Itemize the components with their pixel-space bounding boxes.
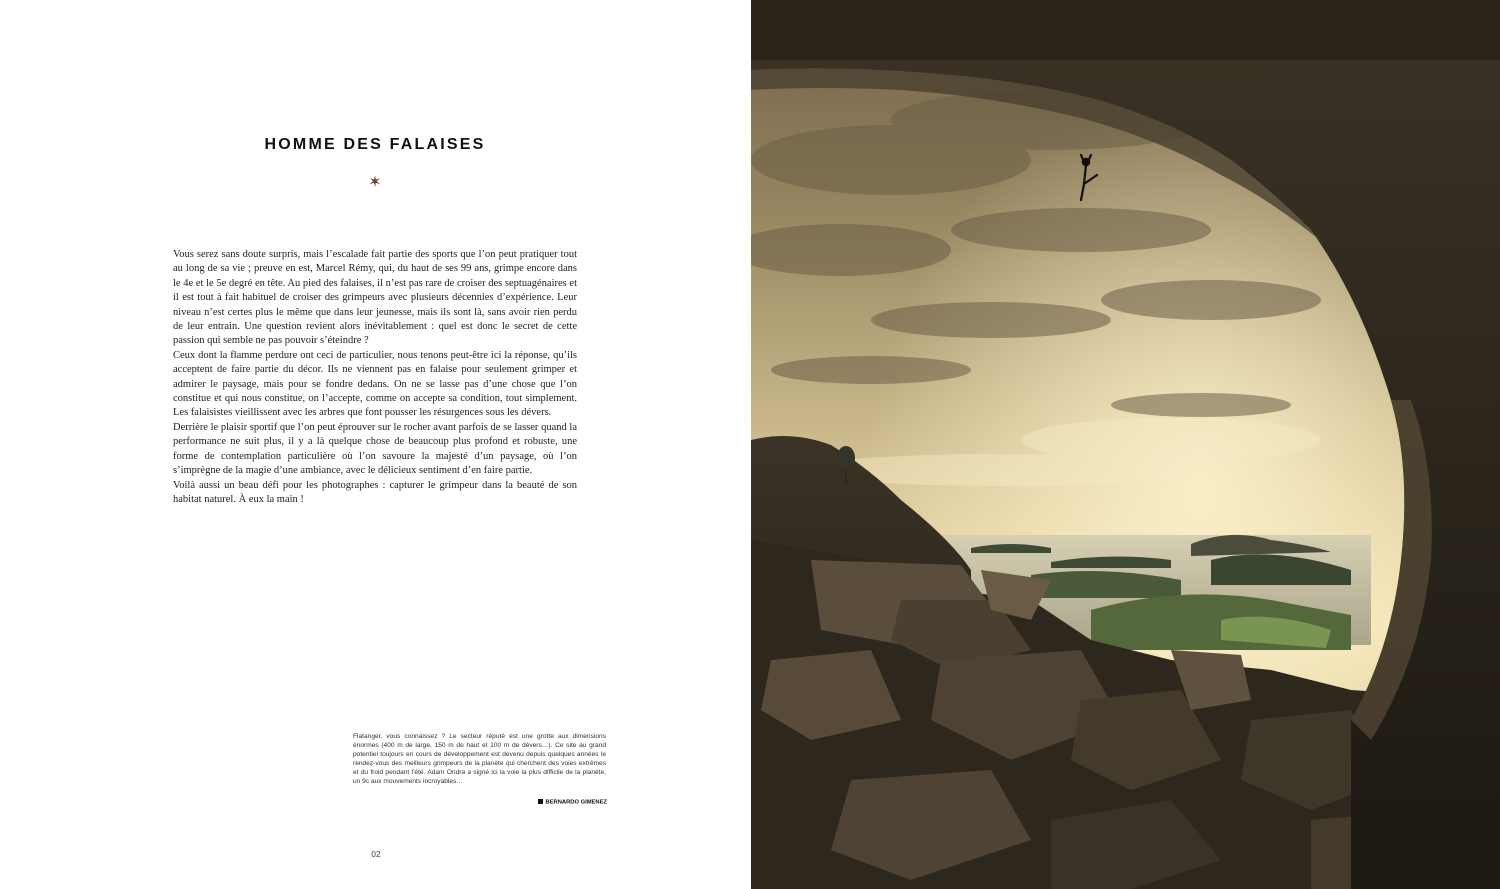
chapter-title: HOMME DES FALAISES — [264, 136, 486, 153]
top-shadow — [751, 0, 1500, 60]
photo-caption: Flatanger, vous connaissez ? Le secteur réputé est une grotte aux dimensions énormes (400 m de large, 150 m de haut et 100 m de dévers…). Ce site au grand potentiel toujours en cours de développement est devenu depuis quelques années le rendez-vous des meilleurs grimpeurs de la planète qui cherchent des voies extrêmes et du froid pendant l’été. Adam Ondra a signé ici la voie la plus difficile de la planète, un 9c aux mouvements incroyables… — [353, 733, 606, 786]
paragraph: Ceux dont la flamme perdure ont ceci de particulier, nous tenons peut-être ici la réponse, qu’ils acceptent de faire partie du décor. Ils ne viennent pas en falaise pour seulement grimper et admirer le paysage, mais pour se fondre dedans. On ne se lasse pas d’une chose que l’on constitue et qui nous constitue, on l’accepte, comme on accepte sa condition, tout simplement. Les falaisistes vieillissent avec les arbres que font pousser les résurgences sous les dévers. — [173, 349, 577, 419]
page-number: 02 — [371, 849, 381, 859]
star-ornament-icon: ✶ — [368, 172, 382, 191]
credit-square-icon — [538, 799, 543, 804]
paragraph: Voilà aussi un beau défi pour les photographes : capturer le grimpeur dans la beauté de son habitat naturel. À eux la main ! — [173, 479, 577, 505]
paragraph: Derrière le plaisir sportif que l’on peut éprouver sur le rocher avant parfois de se lasser quand la performance ne suit plus, il y a là quelque chose de beaucoup plus profond et robuste, une forme de contemplation particulière où l’on savoure la majesté d’un paysage, où l’on s’imprègne de la magie d’une ambiance, avec le délicieux sentiment d’en faire partie. — [173, 421, 577, 477]
photographer-name: BERNARDO GIMENEZ — [545, 799, 607, 806]
cave-climber-photo — [751, 0, 1500, 889]
paragraph: Vous serez sans doute surpris, mais l’escalade fait partie des sports que l’on peut pratiquer tout au long de sa vie ; preuve en est, Marcel Rémy, qui, du haut de ses 99 ans, grimpe encore dans le 4e et le 5e degré en tête. Au pied des falaises, il n’est pas rare de croiser des septuagénaires et il est tout à fait habituel de croiser des grimpeurs avec plusieurs décennies d’expérience. Leur niveau n’est certes plus le même que dans leur jeunesse, mais ils sont là, sans avoir rien perdu de leur entrain. Une question revient alors inévitablement : quel est donc le secret de cette passion qui semble ne pas pouvoir s’éteindre ? — [173, 249, 577, 347]
photo-credit — [537, 799, 607, 806]
photo-illustration — [751, 0, 1500, 889]
body-text — [173, 248, 577, 507]
